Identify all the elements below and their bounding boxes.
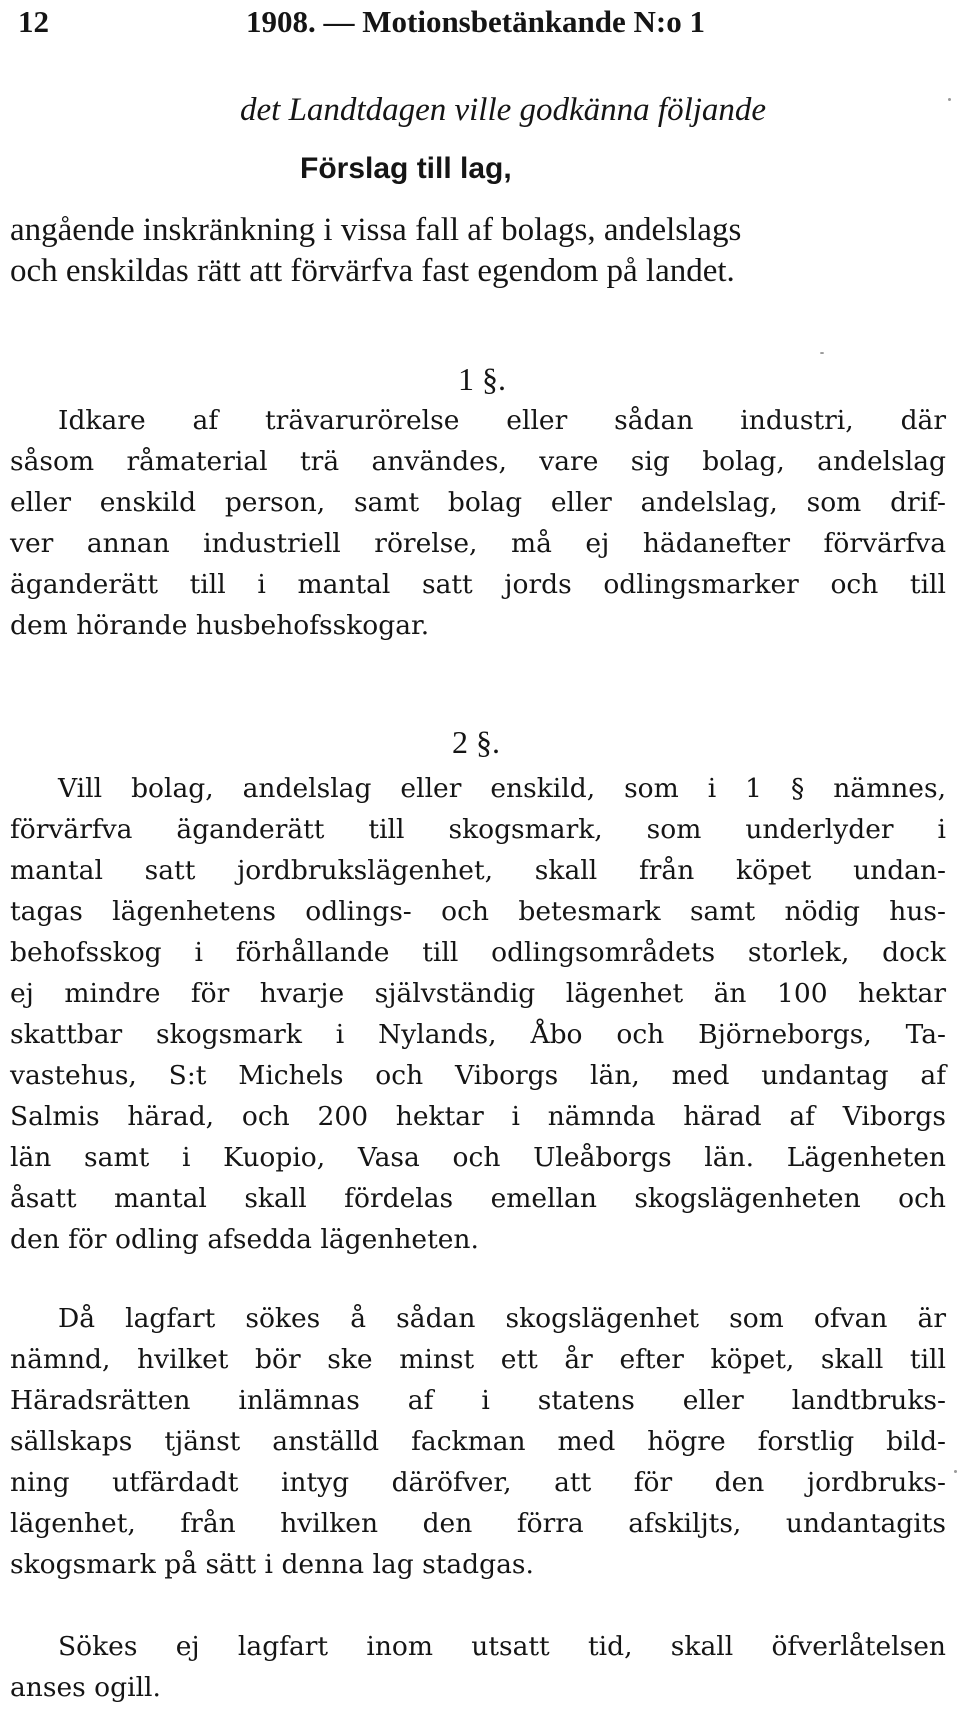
text-line: åsatt mantal skall fördelas emellan skogslägenheten och xyxy=(10,1183,946,1214)
section-2-paragraph-1 xyxy=(10,768,946,1348)
text-line: äganderätt till i mantal satt jords odlingsmarker och till xyxy=(10,569,946,600)
text-line: Salmis härad, och 200 hektar i nämnda härad af Viborgs xyxy=(10,1101,946,1132)
text-line: län samt i Kuopio, Vasa och Uleåborgs län. Lägenheten xyxy=(10,1142,946,1173)
text-line: Sökes ej lagfart inom utsatt tid, skall öfverlåtelsen xyxy=(58,1631,946,1662)
text-line: Då lagfart sökes å sådan skogslägenhet som ofvan är xyxy=(58,1303,946,1334)
section-2-paragraph-2 xyxy=(10,1298,946,1668)
text-line: nämnd, hvilket bör ske minst ett år efter köpet, skall till xyxy=(10,1344,946,1375)
page-number: 12 xyxy=(18,4,49,39)
law-subject-line: angående inskränkning i vissa fall af bolags, andelslags xyxy=(10,212,742,248)
text-line: dem hörande husbehofsskogar. xyxy=(10,610,430,641)
text-line: eller enskild person, samt bolag eller andelslag, som drif- xyxy=(10,487,946,518)
header-title: 1908. — Motionsbetänkande N:o 1 xyxy=(246,4,706,39)
text-line: sällskaps tjänst anställd fackman med högre forstlig bild- xyxy=(10,1426,946,1457)
law-subject-line: och enskildas rätt att förvärfva fast egendom på landet. xyxy=(10,253,735,289)
text-line: lägenhet, från hvilken den förra afskiljts, undantagits xyxy=(10,1508,946,1539)
section-1-paragraph xyxy=(10,400,946,690)
text-line: ver annan industriell rörelse, må ej hädanefter förvärfva xyxy=(10,528,946,559)
text-line: skogsmark på sätt i denna lag stadgas. xyxy=(10,1549,534,1580)
text-line: såsom råmaterial trä användes, vare sig bolag, andelslag xyxy=(10,446,946,477)
section-2-mark: 2 §. xyxy=(452,724,500,760)
text-line: vastehus, S:t Michels och Viborgs län, med undantag af xyxy=(10,1060,946,1091)
text-line: mantal satt jordbrukslägenhet, skall från köpet undan- xyxy=(10,855,946,886)
section-2-paragraph-3 xyxy=(10,1626,946,1726)
text-line: skattbar skogsmark i Nylands, Åbo och Björneborgs, Ta- xyxy=(10,1019,946,1050)
text-line: tagas lägenhetens odlings- och betesmark samt nödig hus- xyxy=(10,896,946,927)
text-line: den för odling afsedda lägenheten. xyxy=(10,1224,479,1255)
section-1-mark: 1 §. xyxy=(458,361,506,397)
law-subject xyxy=(10,210,950,292)
running-header xyxy=(18,5,938,39)
text-line: Vill bolag, andelslag eller enskild, som i 1 § nämnes, xyxy=(58,773,946,804)
text-line: ning utfärdadt intyg däröfver, att för den jordbruks- xyxy=(10,1467,946,1498)
text-line: behofsskog i förhållande till odlingsområdets storlek, dock xyxy=(10,937,946,968)
law-heading: Förslag till lag, xyxy=(300,152,512,185)
scan-speck xyxy=(820,352,824,354)
text-line: Häradsrätten inlämnas af i statens eller landtbruks- xyxy=(10,1385,946,1416)
scan-speck xyxy=(954,1470,957,1473)
intro-line: det Landtdagen ville godkänna följande xyxy=(240,92,767,128)
text-line: förvärfva äganderätt till skogsmark, som underlyder i xyxy=(10,814,946,845)
scan-speck xyxy=(948,98,951,101)
text-line: anses ogill. xyxy=(10,1672,161,1703)
text-line: ej mindre för hvarje självständig lägenhet än 100 hektar xyxy=(10,978,946,1009)
text-line: Idkare af trävarurörelse eller sådan industri, där xyxy=(58,405,946,436)
